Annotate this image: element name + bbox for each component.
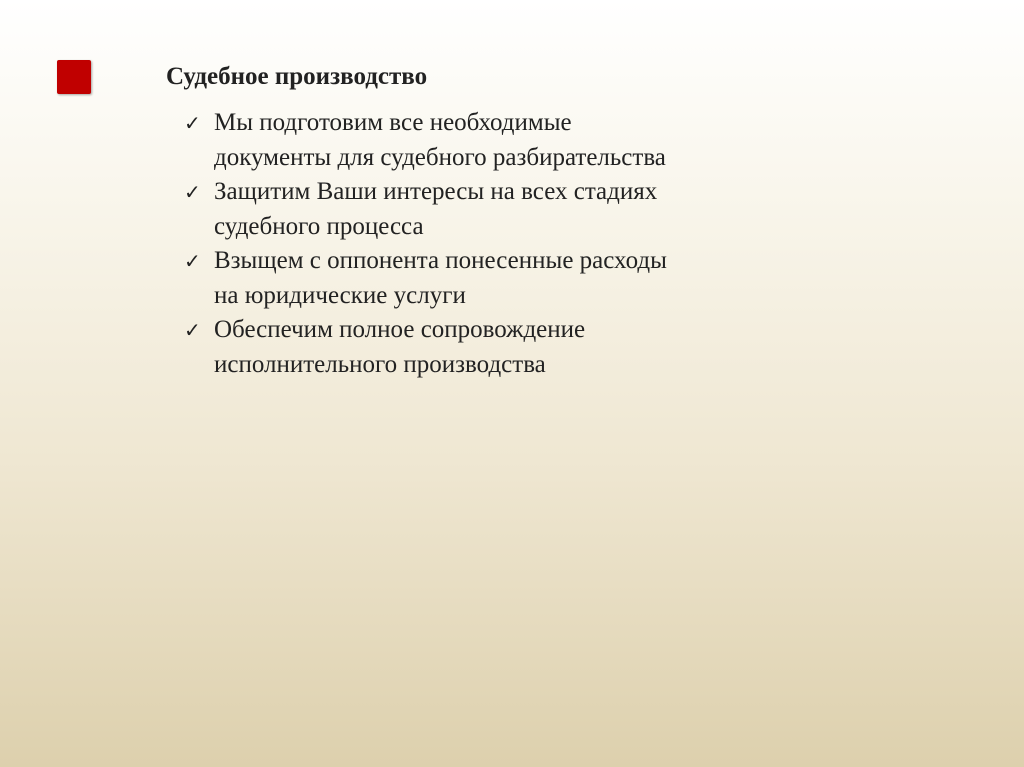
list-item xyxy=(181,106,781,175)
check-icon: ✓ xyxy=(184,249,201,273)
item-line: документы для судебного разбирательства xyxy=(214,143,666,171)
check-icon: ✓ xyxy=(184,180,201,204)
check-icon: ✓ xyxy=(184,318,201,342)
slide-title: Судебное производство xyxy=(166,63,428,90)
item-line: Мы подготовим все необходимые xyxy=(214,109,572,136)
item-line: Защитим Ваши интересы на всех стадиях xyxy=(214,178,658,205)
list-item xyxy=(181,175,781,244)
check-list xyxy=(181,106,781,382)
red-square-icon xyxy=(57,60,91,94)
item-line: Обеспечим полное сопровождение xyxy=(214,316,586,343)
item-line: на юридические услуги xyxy=(214,281,466,309)
item-line: Взыщем с оппонента понесенные расходы xyxy=(214,247,667,274)
item-line: исполнительного производства xyxy=(214,350,546,378)
list-item xyxy=(181,313,781,382)
list-item xyxy=(181,244,781,313)
check-icon: ✓ xyxy=(184,111,201,135)
item-line: судебного процесса xyxy=(214,212,424,240)
